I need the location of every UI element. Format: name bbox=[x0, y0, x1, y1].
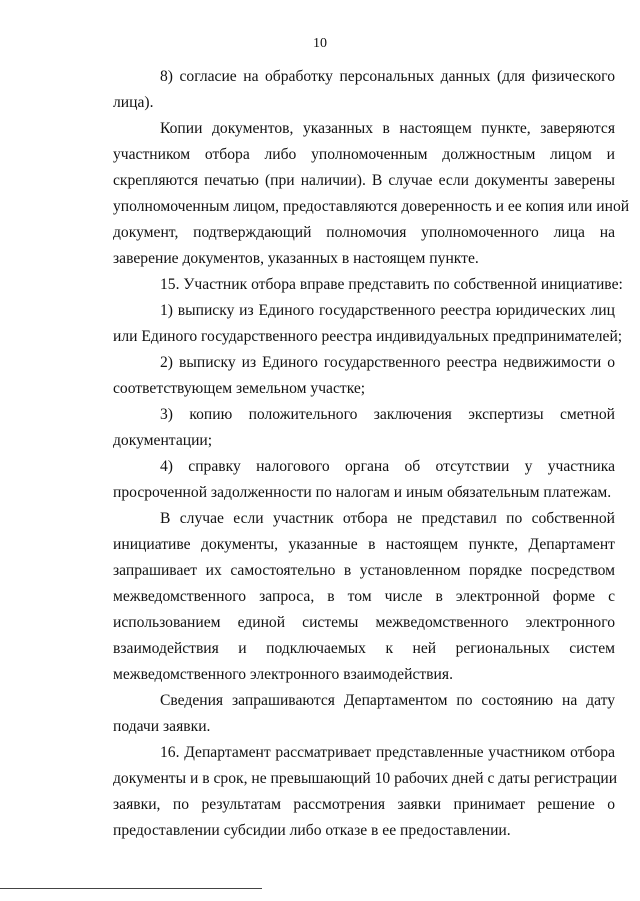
text-line: соответствующем земельном участке; bbox=[113, 380, 366, 397]
text-line: 2) выписку из Единого государственного реестра недвижимости о bbox=[160, 354, 615, 371]
text-line: лица). bbox=[113, 94, 154, 111]
text-line: запрашивает их самостоятельно в установленном порядке посредством bbox=[113, 562, 615, 579]
page-number: 10 bbox=[313, 36, 327, 51]
text-line: В случае если участник отбора не представил по собственной bbox=[160, 510, 615, 527]
text-line: использованием единой системы межведомственного электронного bbox=[113, 614, 615, 631]
text-line: 1) выписку из Единого государственного реестра юридических лиц bbox=[160, 302, 615, 319]
text-line: взаимодействия и подключаемых к ней региональных систем bbox=[113, 640, 615, 657]
text-line: заверение документов, указанных в настоящем пункте. bbox=[113, 250, 479, 267]
text-line: инициативе документы, указанные в настоящем пункте, Департамент bbox=[113, 536, 615, 553]
text-line: 15. Участник отбора вправе представить по собственной инициативе: bbox=[160, 276, 623, 293]
text-line: 16. Департамент рассматривает представленные участником отбора bbox=[160, 744, 615, 761]
text-line: подачи заявки. bbox=[113, 718, 211, 735]
text-line: межведомственного электронного взаимодействия. bbox=[113, 666, 453, 683]
footer-rule bbox=[0, 888, 262, 889]
text-line: просроченной задолженности по налогам и иным обязательным платежам. bbox=[113, 484, 612, 501]
text-line: уполномоченным лицом, предоставляются доверенность и ее копия или иной bbox=[113, 198, 630, 215]
text-line: Сведения запрашиваются Департаментом по состоянию на дату bbox=[160, 692, 615, 709]
text-line: заявки, по результатам рассмотрения заявки принимает решение о bbox=[113, 796, 615, 813]
text-line: 3) копию положительного заключения экспертизы сметной bbox=[160, 406, 615, 423]
text-line: предоставлении субсидии либо отказе в ее предоставлении. bbox=[113, 822, 511, 839]
text-line: документ, подтверждающий полномочия уполномоченного лица на bbox=[113, 224, 615, 241]
text-line: или Единого государственного реестра индивидуальных предпринимателей; bbox=[113, 328, 623, 345]
text-line: скрепляются печатью (при наличии). В случае если документы заверены bbox=[113, 172, 615, 189]
text-line: межведомственного запроса, в том числе в электронной форме с bbox=[113, 588, 615, 605]
text-line: документации; bbox=[113, 432, 213, 449]
text-line: 8) согласие на обработку персональных данных (для физического bbox=[160, 68, 615, 85]
text-line: Копии документов, указанных в настоящем пункте, заверяются bbox=[160, 120, 615, 137]
text-line: участником отбора либо уполномоченным должностным лицом и bbox=[113, 146, 615, 163]
text-line: 4) справку налогового органа об отсутствии у участника bbox=[160, 458, 615, 475]
text-line: документы и в срок, не превышающий 10 рабочих дней с даты регистрации bbox=[113, 770, 618, 787]
